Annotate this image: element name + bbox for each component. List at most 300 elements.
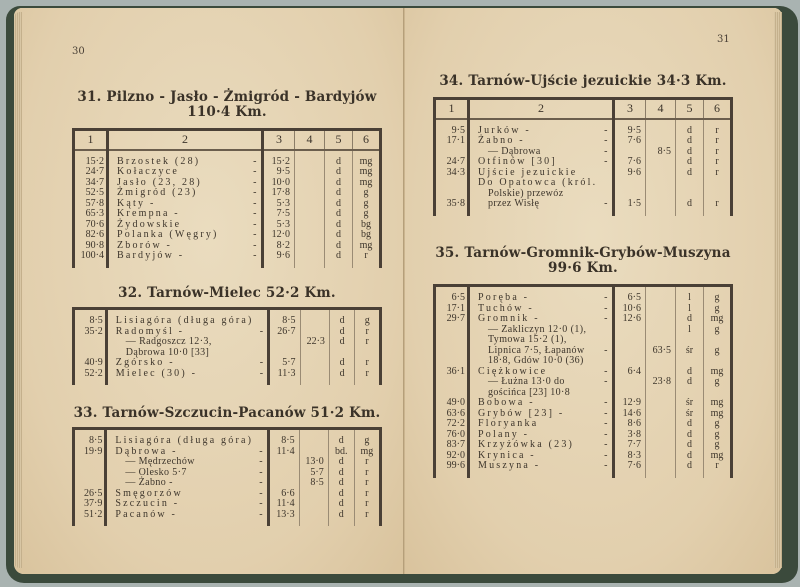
distance-cell: 7·6 <box>614 157 646 168</box>
station-cell: Do Opatowca (król. <box>478 177 598 188</box>
km-cell: 8·5 <box>74 309 107 327</box>
branch-distance-cell <box>646 440 676 451</box>
station-cell: — Dąbrowa <box>488 145 541 157</box>
branch-distance-cell: 63·5 <box>646 346 676 367</box>
road-type-cell: d <box>325 188 353 199</box>
station-cell: Zgórsko - <box>115 357 175 368</box>
page-number-right: 31 <box>717 34 730 45</box>
km-cell: 49·0 <box>435 398 469 409</box>
distance-cell: 8·6 <box>614 419 646 430</box>
col-header-2: 2 <box>108 130 263 150</box>
table-row <box>74 309 381 327</box>
station-cell: — Olesko 5·7 <box>125 466 187 478</box>
road-type-cell: śr <box>676 398 704 409</box>
km-cell: 37·9 <box>74 499 106 510</box>
station-cell: — Łużna 13·0 do gościńca [23] 10·8 <box>488 376 571 398</box>
terrain-cell: r <box>704 119 732 137</box>
branch-distance-cell <box>295 178 325 189</box>
distance-cell <box>268 457 299 468</box>
dash-cell: - <box>253 197 257 209</box>
station-cell: Jurków - <box>478 124 531 136</box>
branch-distance-cell <box>646 286 676 304</box>
branch-distance-cell <box>646 451 676 462</box>
branch-distance-cell <box>295 230 325 241</box>
terrain-cell: g <box>704 325 732 346</box>
distance-cell: 10·0 <box>263 178 295 189</box>
km-cell: 6·5 <box>435 286 469 304</box>
distance-cell: 7·6 <box>614 461 646 478</box>
terrain-cell: r <box>704 157 732 168</box>
table-row <box>435 398 732 409</box>
terrain-cell: g <box>353 188 381 199</box>
station-cell: Lipnica 7·5, Łapanów 18·8, Gdów 10·0 (36) <box>488 344 585 366</box>
col-header-5: 5 <box>325 130 353 150</box>
distance-cell: 17·8 <box>263 188 295 199</box>
dash-cell: - <box>604 365 608 377</box>
km-cell: 76·0 <box>435 430 469 441</box>
distance-cell: 10·6 <box>614 304 646 315</box>
branch-distance-cell: 8·5 <box>299 478 328 489</box>
table-row <box>435 136 732 147</box>
station-cell: Bobowa - <box>478 397 535 408</box>
distance-cell: 5·3 <box>263 199 295 210</box>
road-type-cell: bd. <box>328 447 354 458</box>
dash-cell: - <box>253 166 257 177</box>
branch-distance-cell <box>295 167 325 178</box>
km-cell <box>435 377 469 398</box>
road-type-cell: d <box>329 309 354 327</box>
dash-cell: - <box>604 292 608 303</box>
road-type-cell: d <box>676 367 704 378</box>
distance-cell: 6·4 <box>614 367 646 378</box>
right-page <box>404 8 782 574</box>
table-row <box>74 188 381 199</box>
dash-cell: - <box>259 325 264 337</box>
road-type-cell: d <box>325 199 353 210</box>
road-type-cell: l <box>676 304 704 315</box>
distance-cell: 26·7 <box>269 327 300 338</box>
road-type-cell: d <box>328 429 354 447</box>
road-type-cell: d <box>676 314 704 325</box>
dash-cell: - <box>604 449 608 461</box>
station-cell: Floryanka <box>478 418 539 429</box>
page-edges-left <box>14 12 22 568</box>
dash-cell: - <box>253 250 257 261</box>
road-type-cell: d <box>328 499 354 510</box>
terrain-cell: r <box>355 358 381 369</box>
timetable-34 <box>433 97 733 216</box>
dash-cell <box>256 309 269 327</box>
dash-cell: - <box>604 302 608 314</box>
branch-distance-cell <box>646 119 676 137</box>
dash-cell: - <box>253 187 257 198</box>
col-header-1: 1 <box>74 130 108 150</box>
dash-cell: - <box>604 156 608 167</box>
distance-cell: 12·6 <box>614 314 646 325</box>
distance-cell: 7·6 <box>614 136 646 147</box>
station-cell: Polany - <box>478 428 530 440</box>
table-row <box>74 369 381 386</box>
terrain-cell: r <box>354 499 380 510</box>
station-cell: Muszyna - <box>478 460 541 471</box>
terrain-cell: mg <box>704 314 732 325</box>
station-cell: Lisiagóra (długa góra) <box>115 315 254 326</box>
distance-cell: 6·5 <box>614 286 646 304</box>
section-31 <box>72 90 382 268</box>
road-type-cell: d <box>325 167 353 178</box>
page-edges-right <box>774 12 782 568</box>
distance-cell: 13·3 <box>268 510 299 527</box>
terrain-cell: mg <box>353 178 381 189</box>
dash-cell: - <box>259 456 263 467</box>
distance-cell <box>269 337 300 358</box>
section-subtitle: 110·4 Km. <box>187 104 267 120</box>
dash-cell <box>255 429 268 447</box>
table-row <box>435 199 732 216</box>
road-type-cell: d <box>676 199 704 216</box>
terrain-cell: r <box>354 468 380 479</box>
station-cell: Żabno - <box>478 135 525 146</box>
station-cell: Poręba - <box>478 292 530 303</box>
col-header-6: 6 <box>704 99 732 119</box>
timetable-31 <box>72 128 382 268</box>
section-32 <box>72 286 382 385</box>
branch-distance-cell <box>299 489 328 500</box>
branch-distance-cell <box>300 358 329 369</box>
km-cell: 52·5 <box>74 188 108 199</box>
distance-cell: 12·9 <box>614 398 646 409</box>
terrain-cell: g <box>704 419 732 430</box>
dash-cell: - <box>604 397 608 408</box>
road-type-cell: d <box>325 150 353 168</box>
terrain-cell <box>704 178 732 189</box>
distance-cell: 11·4 <box>268 499 299 510</box>
terrain-cell: r <box>353 251 381 268</box>
dash-cell: - <box>259 487 263 499</box>
km-cell: 40·9 <box>74 358 107 369</box>
terrain-cell: g <box>704 286 732 304</box>
terrain-cell: r <box>704 147 732 158</box>
distance-cell: 12·0 <box>263 230 295 241</box>
km-cell: 72·2 <box>435 419 469 430</box>
col-header-6: 6 <box>353 130 381 150</box>
branch-distance-cell <box>300 369 329 386</box>
distance-cell: 8·2 <box>263 241 295 252</box>
station-cell: Polanka (Węgry) <box>117 229 219 240</box>
distance-cell: 9·6 <box>263 251 295 268</box>
distance-cell <box>614 178 646 189</box>
section-title: 34. Tarnów-Ujście jezuickie 34·3 Km. <box>439 73 727 89</box>
dash-cell: - <box>259 367 264 379</box>
col-header-5: 5 <box>676 99 704 119</box>
table-row <box>74 337 381 358</box>
terrain-cell: r <box>704 199 732 216</box>
station-cell: Grybów [23] - <box>478 407 565 419</box>
dash-cell: - <box>604 428 608 440</box>
distance-cell <box>614 377 646 398</box>
branch-distance-cell: 22·3 <box>300 337 329 358</box>
table-row <box>435 157 732 168</box>
col-header-1: 1 <box>435 99 469 119</box>
road-type-cell: d <box>325 209 353 220</box>
road-type-cell: d <box>329 337 354 358</box>
col-header-3: 3 <box>614 99 646 119</box>
terrain-cell: g <box>353 209 381 220</box>
station-cell: Kołaczyce <box>117 166 179 177</box>
branch-distance-cell <box>646 314 676 325</box>
terrain-cell: r <box>704 461 732 478</box>
km-cell: 36·1 <box>435 367 469 378</box>
km-cell: 83·7 <box>435 440 469 451</box>
dash-cell: - <box>253 208 257 219</box>
section-title: 32. Tarnów-Mielec 52·2 Km. <box>118 285 336 301</box>
dash-cell: - <box>604 344 608 356</box>
station-cell: Pacanów - <box>115 508 178 520</box>
table-row <box>435 461 732 478</box>
col-header-3: 3 <box>263 130 295 150</box>
distance-cell <box>268 468 299 479</box>
branch-distance-cell <box>646 189 676 200</box>
dash-cell: - <box>604 418 608 429</box>
col-header-4: 4 <box>646 99 676 119</box>
branch-distance-cell <box>646 199 676 216</box>
km-cell <box>74 457 106 468</box>
road-type-cell: d <box>676 168 704 179</box>
distance-cell: 5·3 <box>263 220 295 231</box>
branch-distance-cell <box>646 325 676 346</box>
terrain-cell: g <box>355 309 381 327</box>
table-row <box>435 119 732 137</box>
branch-distance-cell <box>295 220 325 231</box>
terrain-cell: mg <box>353 167 381 178</box>
station-cell: Krzyżówka (23) <box>478 439 575 450</box>
dash-cell: - <box>604 145 608 157</box>
branch-distance-cell <box>646 419 676 430</box>
section-34 <box>433 74 733 216</box>
terrain-cell: mg <box>353 241 381 252</box>
km-cell: 51·2 <box>74 510 106 527</box>
km-cell <box>74 337 107 358</box>
table-row <box>435 286 732 304</box>
road-type-cell <box>676 178 704 189</box>
km-cell: 100·4 <box>74 251 108 268</box>
road-type-cell: d <box>328 510 354 527</box>
timetable-35 <box>433 284 733 478</box>
km-cell: 92·0 <box>435 451 469 462</box>
page-number-left: 30 <box>72 46 85 57</box>
road-type-cell: l <box>676 325 704 346</box>
station-cell: Mielec (30) - <box>115 367 198 379</box>
branch-distance-cell <box>295 209 325 220</box>
road-type-cell: d <box>676 419 704 430</box>
road-type-cell: d <box>676 136 704 147</box>
table-row <box>74 429 381 447</box>
branch-distance-cell <box>646 136 676 147</box>
distance-cell: 11·4 <box>268 447 299 458</box>
branch-distance-cell <box>295 241 325 252</box>
branch-distance-cell <box>646 461 676 478</box>
dash-cell: - <box>259 357 264 368</box>
km-cell: 19·9 <box>74 447 106 458</box>
road-type-cell: d <box>329 369 354 386</box>
table-row <box>74 447 381 458</box>
station-cell: Zborów - <box>117 239 173 251</box>
station-cell: Kąty - <box>117 197 156 209</box>
station-cell: Dąbrowa - <box>115 445 178 457</box>
dash-cell: - <box>604 313 608 324</box>
road-type-cell: śr <box>676 409 704 420</box>
branch-distance-cell: 8·5 <box>646 147 676 158</box>
table-row <box>74 468 381 479</box>
station-cell: Lisiagóra (długa góra) <box>115 435 254 446</box>
station-cell: Brzostek (28) <box>117 155 201 167</box>
distance-cell: 9·5 <box>614 119 646 137</box>
terrain-cell: mg <box>704 451 732 462</box>
section-subtitle: 99·6 Km. <box>548 260 618 276</box>
km-cell: 90·8 <box>74 241 108 252</box>
section-title: 33. Tarnów-Szczucin-Pacanów 51·2 Km. <box>73 405 381 421</box>
station-cell: — Mędrzechów <box>125 456 195 467</box>
table-row <box>435 346 732 367</box>
km-cell <box>74 478 106 489</box>
branch-distance-cell <box>646 157 676 168</box>
distance-cell: 9·5 <box>263 167 295 178</box>
km-cell: 24·7 <box>74 167 108 178</box>
road-type-cell: d <box>676 461 704 478</box>
distance-cell: 14·6 <box>614 409 646 420</box>
km-cell <box>435 325 469 346</box>
station-cell: Otfinów [30] <box>478 156 557 167</box>
distance-cell: 9·6 <box>614 168 646 179</box>
distance-cell: 11·3 <box>269 369 300 386</box>
station-cell: — Żabno - <box>125 477 173 488</box>
road-type-cell: d <box>325 178 353 189</box>
table-row <box>435 314 732 325</box>
distance-cell <box>268 478 299 489</box>
station-cell: Smęgorzów <box>115 487 183 499</box>
km-cell: 26·5 <box>74 489 106 500</box>
km-cell: 99·6 <box>435 461 469 478</box>
terrain-cell: r <box>355 337 381 358</box>
branch-distance-cell: 5·7 <box>299 468 328 479</box>
road-type-cell: d <box>325 251 353 268</box>
distance-cell: 3·8 <box>614 430 646 441</box>
road-type-cell: d <box>329 327 354 338</box>
km-cell <box>74 468 106 479</box>
dash-cell: - <box>253 239 257 251</box>
station-cell: Ujście jezuickie <box>478 166 578 178</box>
table-row <box>74 499 381 510</box>
dash-cell: - <box>604 376 608 387</box>
km-cell: 24·7 <box>435 157 469 168</box>
terrain-cell: r <box>355 327 381 338</box>
table-row <box>74 478 381 489</box>
station-cell: Radomyśl - <box>115 325 185 337</box>
left-page <box>14 8 404 574</box>
terrain-cell: mg <box>353 150 381 168</box>
terrain-cell: mg <box>354 447 380 458</box>
dash-cell: - <box>259 466 263 478</box>
km-cell: 34·7 <box>74 178 108 189</box>
branch-distance-cell <box>299 499 328 510</box>
branch-distance-cell <box>646 409 676 420</box>
road-type-cell: d <box>325 230 353 241</box>
dash-cell <box>600 168 614 179</box>
branch-distance-cell <box>295 188 325 199</box>
branch-distance-cell <box>295 199 325 210</box>
branch-distance-cell <box>295 150 325 168</box>
dash-cell: - <box>253 176 257 188</box>
station-cell: Jasło (23, 28) <box>117 176 202 188</box>
dash-cell: - <box>259 508 263 520</box>
dash-cell: - <box>253 218 257 230</box>
table-row <box>74 251 381 268</box>
station-cell: — Zakliczyn 12·0 (1), Tymowa 15·2 (1), <box>488 323 587 345</box>
station-cell: przez Wisłę <box>488 198 540 209</box>
branch-distance-cell: 13·0 <box>299 457 328 468</box>
station-cell: Polskie) przewóz <box>488 187 564 199</box>
branch-distance-cell <box>646 398 676 409</box>
terrain-cell: g <box>704 430 732 441</box>
station-cell: Krempna - <box>117 208 180 219</box>
km-cell: 17·1 <box>435 304 469 315</box>
section-title: 31. Pilzno - Jasło - Żmigród - Bardyjów <box>77 89 377 105</box>
terrain-cell: g <box>353 199 381 210</box>
station-cell: Gromnik - <box>478 313 540 324</box>
terrain-cell: r <box>354 489 380 500</box>
dash-cell: - <box>604 439 608 450</box>
station-cell: Ciężkowice <box>478 365 548 377</box>
road-type-cell: d <box>676 377 704 398</box>
station-cell: Krynica - <box>478 449 536 461</box>
km-cell: 17·1 <box>435 136 469 147</box>
road-type-cell: d <box>328 489 354 500</box>
terrain-cell: r <box>354 457 380 468</box>
terrain-cell: r <box>704 168 732 179</box>
station-cell: Bardyjów - <box>117 250 185 261</box>
table-row <box>74 230 381 241</box>
road-type-cell: d <box>329 358 354 369</box>
dash-cell: - <box>604 460 608 471</box>
branch-distance-cell <box>646 168 676 179</box>
table-row <box>74 358 381 369</box>
distance-cell: 8·5 <box>269 309 300 327</box>
section-33 <box>72 406 382 526</box>
distance-cell: 5·7 <box>269 358 300 369</box>
road-type-cell: d <box>325 241 353 252</box>
terrain-cell: g <box>704 346 732 367</box>
table-row <box>74 209 381 220</box>
table-row <box>74 457 381 468</box>
km-cell: 34·3 <box>435 168 469 179</box>
branch-distance-cell <box>646 430 676 441</box>
dash-cell: - <box>604 407 608 419</box>
road-type-cell: śr <box>676 346 704 367</box>
branch-distance-cell <box>646 304 676 315</box>
distance-cell <box>614 325 646 346</box>
road-type-cell: d <box>328 457 354 468</box>
road-type-cell: d <box>328 478 354 489</box>
dash-cell: - <box>604 198 608 209</box>
km-cell: 35·8 <box>435 199 469 216</box>
road-type-cell: d <box>676 147 704 158</box>
dash-cell: - <box>604 124 608 136</box>
km-cell: 9·5 <box>435 119 469 137</box>
distance-cell: 7·7 <box>614 440 646 451</box>
distance-cell <box>614 346 646 367</box>
km-cell: 29·7 <box>435 314 469 325</box>
table-row <box>74 150 381 168</box>
